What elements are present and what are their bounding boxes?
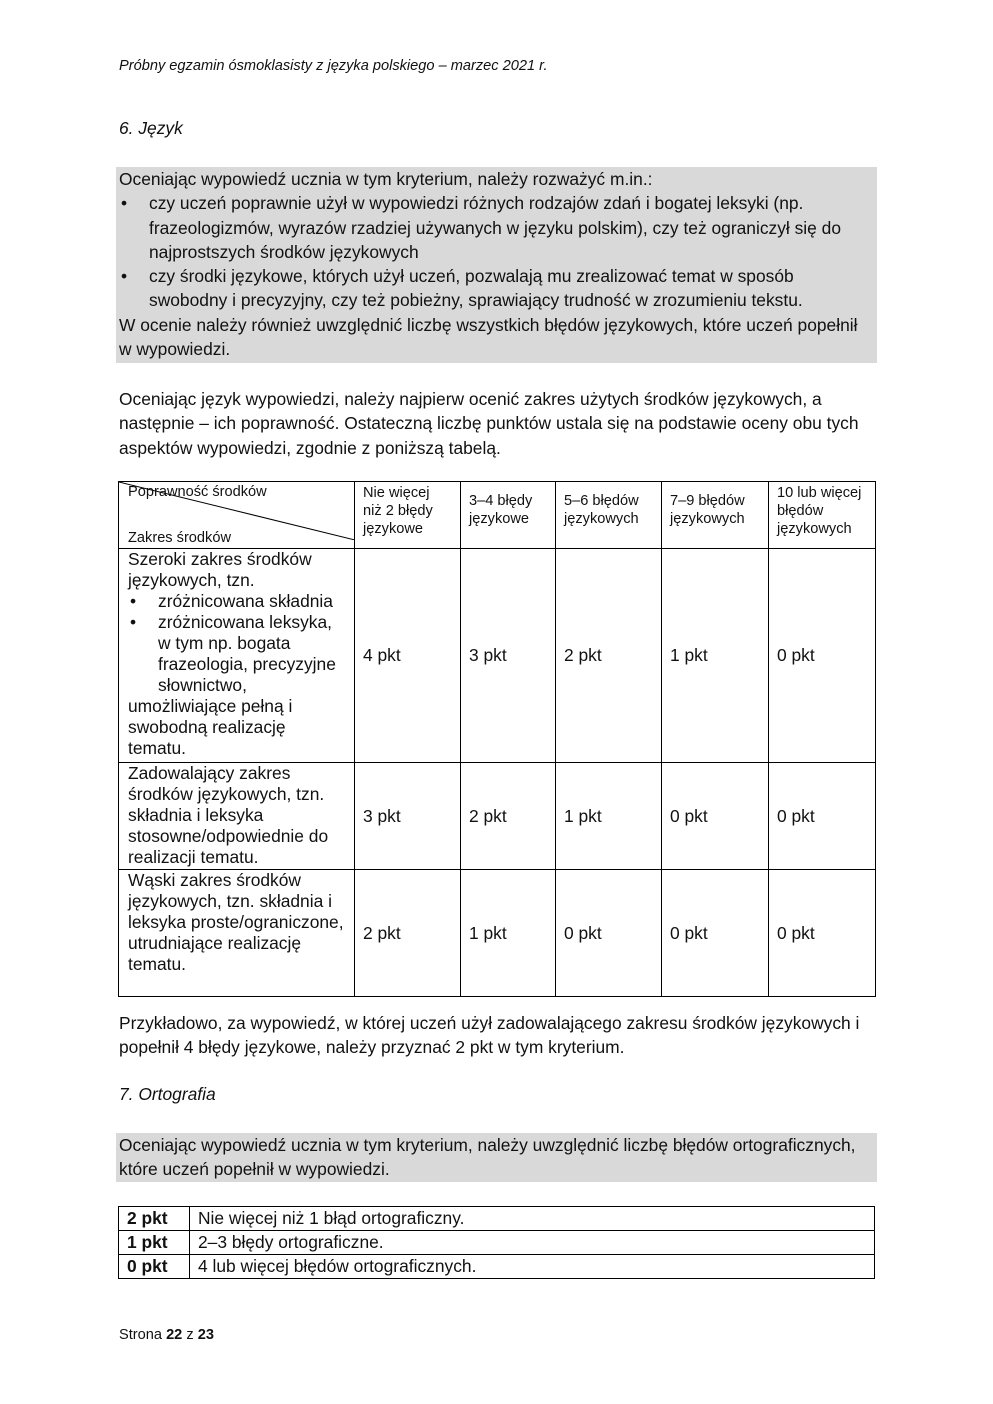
points-cell: 0 pkt	[119, 1255, 190, 1279]
row-label	[119, 870, 355, 997]
section-7-criteria-box	[116, 1133, 877, 1182]
footer-page-number: 22	[166, 1327, 183, 1343]
paragraph-text: Oceniając język wypowiedzi, należy najpierw ocenić zakres użytych środków językowych, a następnie – ich poprawność. Ostateczną liczbę punktów ustala się na podstawie oceny obu tych aspektów wypowiedzi, zgodnie z poniższą tabelą.	[119, 389, 859, 458]
corner-label-range: Zakres środków	[128, 530, 231, 546]
score-cell: 3 pkt	[355, 763, 461, 870]
score-cell: 0 pkt	[769, 870, 876, 997]
table-row	[119, 1207, 875, 1231]
table-row	[119, 1255, 875, 1279]
criteria-list	[119, 191, 874, 312]
criteria-intro: Oceniając wypowiedź ucznia w tym kryterium, należy rozważyć m.in.:	[119, 169, 653, 189]
points-cell: 1 pkt	[119, 1231, 190, 1255]
criteria-item: • czy środki językowe, których użył uczeń, pozwalają mu zrealizować temat w sposób swobodny i precyzyjny, czy też pobieżny, sprawiający trudność w zrozumieniu tekstu.	[119, 264, 874, 313]
row-label-item: • zróżnicowana leksyka, w tym np. bogata frazeologia, precyzyjne słownictwo,	[128, 612, 348, 696]
row-label	[119, 763, 355, 870]
table-row	[119, 763, 876, 870]
score-cell: 3 pkt	[461, 549, 556, 763]
row-label-intro: Szeroki zakres środków językowych, tzn.	[128, 549, 312, 590]
score-cell: 2 pkt	[461, 763, 556, 870]
criteria-item: • czy uczeń poprawnie użył w wypowiedzi różnych rodzajów zdań i bogatej leksyki (np. frazeologizmów, wyrazów rzadziej używanych w języku polskim), czy też ograniczył się do najprostszych środków językowych	[119, 191, 874, 264]
column-header: 3–4 błędy językowe	[461, 482, 556, 549]
section-6-criteria-box	[116, 167, 877, 363]
row-label-intro: Wąski zakres środków językowych, tzn. składnia i leksyka proste/ograniczone, utrudniające realizację tematu.	[128, 870, 344, 974]
score-cell: 1 pkt	[662, 549, 769, 763]
score-cell: 4 pkt	[355, 549, 461, 763]
score-cell: 0 pkt	[556, 870, 662, 997]
table-row	[119, 1231, 875, 1255]
score-cell: 0 pkt	[769, 763, 876, 870]
section-6-paragraph	[119, 387, 875, 460]
column-header: Nie więcej niż 2 błędy językowe	[355, 482, 461, 549]
orthography-scoring-table	[118, 1206, 875, 1279]
column-header: 7–9 błędów językowych	[662, 482, 769, 549]
footer-separator: z	[186, 1327, 194, 1343]
score-cell: 0 pkt	[662, 870, 769, 997]
description-cell: 4 lub więcej błędów ortograficznych.	[190, 1255, 875, 1279]
row-label	[119, 549, 355, 763]
score-cell: 0 pkt	[769, 549, 876, 763]
score-cell: 2 pkt	[355, 870, 461, 997]
corner-label-correctness: Poprawność środków	[128, 484, 267, 500]
row-label-outro: umożliwiające pełną i swobodną realizację tematu.	[128, 696, 293, 758]
page-footer	[119, 1327, 214, 1343]
criteria-text: Oceniając wypowiedź ucznia w tym kryterium, należy uwzględnić liczbę błędów ortograficznych, które uczeń popełnił w wypowiedzi.	[119, 1135, 856, 1180]
section-7-title: 7. Ortografia	[119, 1084, 216, 1104]
description-cell: Nie więcej niż 1 błąd ortograficzny.	[190, 1207, 875, 1231]
description-cell: 2–3 błędy ortograficzne.	[190, 1231, 875, 1255]
row-label-intro: Zadowalający zakres środków językowych, tzn. składnia i leksyka stosowne/odpowiednie do realizacji tematu.	[128, 763, 329, 867]
table-row	[119, 549, 876, 763]
column-header: 5–6 błędów językowych	[556, 482, 662, 549]
score-cell: 2 pkt	[556, 549, 662, 763]
row-label-item: • zróżnicowana składnia	[128, 591, 348, 612]
table-corner-cell	[119, 482, 355, 549]
table-header-row	[119, 482, 876, 549]
score-cell: 1 pkt	[461, 870, 556, 997]
language-scoring-table	[118, 481, 876, 997]
footer-page-total: 23	[197, 1327, 214, 1343]
row-label-list	[128, 591, 348, 696]
criteria-outro: W ocenie należy również uwzględnić liczbę wszystkich błędów językowych, które uczeń popełnił w wypowiedzi.	[119, 314, 858, 360]
footer-prefix: Strona	[119, 1327, 162, 1343]
score-cell: 1 pkt	[556, 763, 662, 870]
section-6-example	[119, 1011, 875, 1060]
points-cell: 2 pkt	[119, 1207, 190, 1231]
page-header: Próbny egzamin ósmoklasisty z języka polskiego – marzec 2021 r.	[119, 58, 548, 74]
score-cell: 0 pkt	[662, 763, 769, 870]
section-6-title: 6. Język	[119, 118, 183, 138]
example-text: Przykładowo, za wypowiedź, w której uczeń użył zadowalającego zakresu środków językowych i popełnił 4 błędy językowe, należy przyznać 2 pkt w tym kryterium.	[119, 1013, 860, 1058]
column-header: 10 lub więcej błędów językowych	[769, 482, 876, 549]
table-row	[119, 870, 876, 997]
